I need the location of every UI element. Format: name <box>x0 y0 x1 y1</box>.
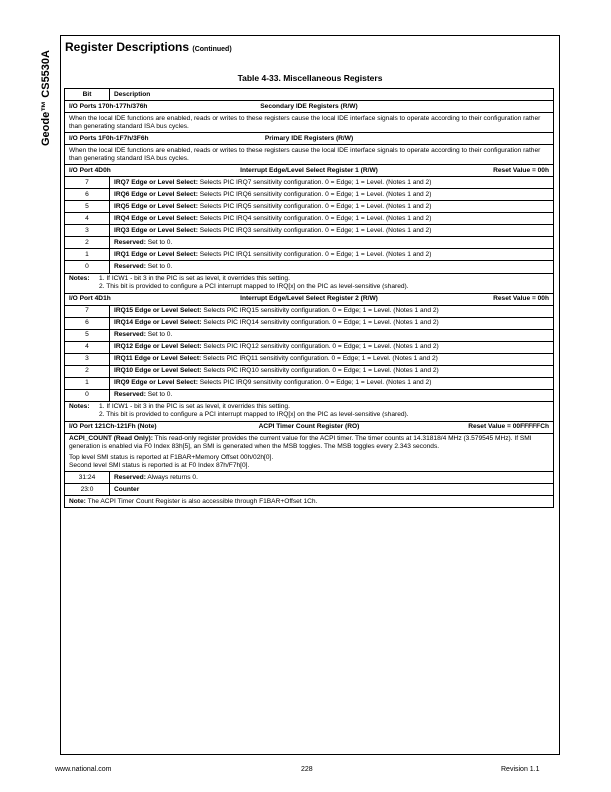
acpi-note-row <box>65 496 554 508</box>
bit-cell: 0 <box>65 389 110 401</box>
field-text: Selects PIC IRQ12 sensitivity configuration. 0 = Edge; 1 = Level. (Notes 1 and 2) <box>201 343 439 351</box>
field-description <box>110 305 554 317</box>
field-text: Set to 0. <box>145 391 173 399</box>
footer-left[interactable]: www.national.com <box>55 766 112 773</box>
note-line <box>69 275 549 283</box>
note-text: 1. If ICW1 - bit 3 in the PIC is set as level, it overrides this setting. <box>99 275 290 282</box>
bit-cell: 6 <box>65 189 110 201</box>
ide-section-0-header-inner <box>69 103 549 111</box>
field-name: IRQ12 Edge or Level Select: <box>114 343 202 351</box>
acpi-desc-text: This read-only register provides the current value for the ACPI timer. The timer counts at 14.31818/4 MHz (3.579545 MHz). If SMI generation is enabled via F0 Index 83h[5], an SMI is generated when the MSB toggles. The MSB toggles every 2.343 seconds. <box>69 435 532 451</box>
notes-label: Notes: <box>69 275 90 282</box>
field-description <box>110 389 554 401</box>
field-text: Set to 0. <box>145 262 173 270</box>
side-title <box>38 40 54 160</box>
bit-cell: 3 <box>65 225 110 237</box>
ide-section-0-description <box>65 113 554 133</box>
reg-4d0h-header-inner <box>69 167 549 175</box>
table-header-row <box>65 89 554 101</box>
notes-label: Notes: <box>69 403 90 411</box>
acpi-description-row <box>65 433 554 471</box>
field-text: Set to 0. <box>145 238 173 246</box>
ide-section-1-description <box>65 145 554 165</box>
bit-cell: 23:0 <box>65 484 110 496</box>
page-heading <box>65 40 232 54</box>
ide-section-1-reset-value <box>429 135 549 143</box>
bit-cell: 6 <box>65 317 110 329</box>
acpi-note-text: The ACPI Timer Count Register is also accessible through F1BAR+Offset 1Ch. <box>85 497 318 505</box>
field-description <box>110 201 554 213</box>
table-row <box>65 213 554 225</box>
bit-cell: 0 <box>65 261 110 273</box>
field-description <box>110 484 554 496</box>
field-name: IRQ6 Edge or Level Select: <box>114 190 198 198</box>
field-text: Always returns 0. <box>145 473 198 481</box>
table-row <box>65 472 554 484</box>
reg-4d0h-register-name: Interrupt Edge/Level Select Register 1 (R/W) <box>240 166 378 174</box>
field-name: IRQ4 Edge or Level Select: <box>114 214 198 222</box>
bit-cell: 5 <box>65 329 110 341</box>
field-name: IRQ3 Edge or Level Select: <box>114 226 198 234</box>
ide-section-1-port: I/O Ports 1F0h-1F7h/3F6h <box>69 134 149 142</box>
field-name: IRQ9 Edge or Level Select: <box>114 379 198 387</box>
ide-section-0-register-name: Secondary IDE Registers (R/W) <box>260 102 358 110</box>
reg-4d1h-notes <box>65 401 554 421</box>
field-text: Selects PIC IRQ4 sensitivity configuration. 0 = Edge; 1 = Level. (Notes 1 and 2) <box>197 214 432 222</box>
table-row <box>65 484 554 496</box>
reg-4d0h-header-row <box>65 165 554 177</box>
field-name: Reserved: <box>114 391 146 399</box>
field-name: Reserved: <box>114 238 146 246</box>
field-description <box>110 353 554 365</box>
reg-4d1h-port: I/O Port 4D1h <box>69 295 111 303</box>
table-row <box>65 189 554 201</box>
description-header: Description <box>110 89 554 101</box>
field-description <box>110 177 554 189</box>
bit-cell: 5 <box>65 201 110 213</box>
field-text: Selects PIC IRQ15 sensitivity configuration. 0 = Edge; 1 = Level. (Notes 1 and 2) <box>201 307 439 315</box>
bit-cell: 1 <box>65 377 110 389</box>
field-name: IRQ5 Edge or Level Select: <box>114 202 198 210</box>
field-name: IRQ7 Edge or Level Select: <box>114 178 198 186</box>
ide-section-0-header <box>65 101 554 113</box>
notes-label <box>69 411 99 419</box>
field-description <box>110 377 554 389</box>
heading-main: Register Descriptions <box>65 40 190 54</box>
acpi-timer-register-name: ACPI Timer Count Register (RO) <box>258 423 360 431</box>
ide-section-0-reset-value <box>429 103 549 111</box>
field-description <box>110 189 554 201</box>
table-row <box>65 261 554 273</box>
table-row <box>65 389 554 401</box>
acpi-note <box>65 496 554 508</box>
field-text: Selects PIC IRQ5 sensitivity configuration. 0 = Edge; 1 = Level. (Notes 1 and 2) <box>197 202 432 210</box>
reg-4d0h-header <box>65 165 554 177</box>
field-name: Counter <box>114 485 140 493</box>
reg-4d0h-notes-cell <box>65 273 554 293</box>
table-row <box>65 237 554 249</box>
register-table <box>64 88 554 508</box>
field-name: IRQ15 Edge or Level Select: <box>114 307 202 315</box>
field-description <box>110 365 554 377</box>
page-number: 228 <box>301 766 313 773</box>
note-line <box>69 283 549 291</box>
field-text: Selects PIC IRQ3 sensitivity configuration. 0 = Edge; 1 = Level. (Notes 1 and 2) <box>197 226 432 234</box>
field-text: Selects PIC IRQ9 sensitivity configuration. 0 = Edge; 1 = Level. (Notes 1 and 2) <box>197 379 432 387</box>
field-description <box>110 329 554 341</box>
field-text: Selects PIC IRQ7 sensitivity configuration. 0 = Edge; 1 = Level. (Notes 1 and 2) <box>197 178 432 186</box>
bit-cell: 4 <box>65 213 110 225</box>
reg-4d1h-notes-cell <box>65 401 554 421</box>
field-text: Selects PIC IRQ11 sensitivity configuration. 0 = Edge; 1 = Level. (Notes 1 and 2) <box>201 355 438 363</box>
bit-cell: 2 <box>65 237 110 249</box>
field-description <box>110 472 554 484</box>
field-description <box>110 317 554 329</box>
bit-cell: 7 <box>65 177 110 189</box>
reg-4d1h-header <box>65 293 554 305</box>
acpi-desc-line2: Top level SMI status is reported at F1BAR+Memory Offset 00h/02h[0]. <box>69 453 274 461</box>
table-row <box>65 341 554 353</box>
table-row <box>65 249 554 261</box>
ide-section-1-header <box>65 133 554 145</box>
ide-section-0-description-text: When the local IDE functions are enabled, reads or writes to these registers cause the local IDE interface signals to operate according to their configuration rather than generating standard ISA bus cycles. <box>65 113 554 133</box>
note-text: 2. This bit is provided to configure a PCI interrupt mapped to IRQ[x] on the PIC as level-sensitive (shared). <box>99 283 409 291</box>
ide-section-1-header-inner <box>69 135 549 143</box>
field-description <box>110 213 554 225</box>
field-description <box>110 341 554 353</box>
bit-cell: 3 <box>65 353 110 365</box>
note-text: 2. This bit is provided to configure a PCI interrupt mapped to IRQ[x] on the PIC as level-sensitive (shared). <box>99 411 409 419</box>
field-description <box>110 237 554 249</box>
note-text: 1. If ICW1 - bit 3 in the PIC is set as level, it overrides this setting. <box>99 403 290 411</box>
reg-4d1h-register-name: Interrupt Edge/Level Select Register 2 (R/W) <box>240 295 378 303</box>
ide-section-1-header-row <box>65 133 554 145</box>
acpi-timer-header <box>65 421 554 433</box>
bit-cell: 4 <box>65 341 110 353</box>
bit-cell: 1 <box>65 249 110 261</box>
note-line <box>69 411 549 419</box>
acpi-field-name: ACPI_COUNT (Read Only): <box>69 435 153 443</box>
heading-sub: (Continued) <box>192 46 232 53</box>
acpi-timer-header-row <box>65 421 554 433</box>
notes-label <box>69 283 99 291</box>
acpi-timer-port: I/O Port 121Ch-121Fh (Note) <box>69 423 157 431</box>
field-name: IRQ11 Edge or Level Select: <box>114 355 202 363</box>
acpi-note-label: Note: <box>69 497 86 505</box>
field-text: Selects PIC IRQ1 sensitivity configuration. 0 = Edge; 1 = Level. (Notes 1 and 2) <box>197 250 432 258</box>
table-row <box>65 365 554 377</box>
page-frame <box>55 35 560 773</box>
footer-right: Revision 1.1 <box>501 766 540 773</box>
table-row <box>65 225 554 237</box>
field-description <box>110 225 554 237</box>
ide-section-0-port: I/O Ports 170h-177h/376h <box>69 102 148 110</box>
acpi-timer-reset-value: Reset Value = 00FFFFFCh <box>468 423 549 431</box>
acpi-timer-header-inner <box>69 423 549 431</box>
bit-cell: 7 <box>65 305 110 317</box>
bit-cell: 2 <box>65 365 110 377</box>
field-text: Selects PIC IRQ6 sensitivity configuration. 0 = Edge; 1 = Level. (Notes 1 and 2) <box>197 190 432 198</box>
field-name: Reserved: <box>114 262 146 270</box>
field-name: IRQ10 Edge or Level Select: <box>114 367 202 375</box>
table-row <box>65 317 554 329</box>
acpi-description <box>65 433 554 471</box>
table-row <box>65 177 554 189</box>
table-row <box>65 201 554 213</box>
field-description <box>110 261 554 273</box>
reg-4d0h-reset-value: Reset Value = 00h <box>493 166 549 174</box>
field-description <box>110 249 554 261</box>
table-row <box>65 353 554 365</box>
ide-section-1-register-name: Primary IDE Registers (R/W) <box>264 134 354 142</box>
acpi-desc-line3: Second level SMI status is reported is at F0 Index 87h/F7h[0]. <box>69 461 250 469</box>
reg-4d0h-port: I/O Port 4D0h <box>69 166 111 174</box>
reg-4d1h-reset-value: Reset Value = 00h <box>493 295 549 303</box>
reg-4d1h-header-inner <box>69 295 549 303</box>
field-text: Set to 0. <box>145 331 173 339</box>
field-name: IRQ14 Edge or Level Select: <box>114 319 202 327</box>
table-caption: Table 4-33. Miscellaneous Registers <box>237 73 383 83</box>
bit-header: Bit <box>65 89 110 101</box>
reg-4d0h-notes <box>65 273 554 293</box>
field-name: IRQ1 Edge or Level Select: <box>114 250 198 258</box>
bit-cell: 31:24 <box>65 472 110 484</box>
ide-section-0-header-row <box>65 101 554 113</box>
table-row <box>65 305 554 317</box>
note-line <box>69 403 549 411</box>
field-text: Selects PIC IRQ10 sensitivity configuration. 0 = Edge; 1 = Level. (Notes 1 and 2) <box>201 367 439 375</box>
product-name: Geode™ CS5530A <box>40 50 52 146</box>
field-name: Reserved: <box>114 331 146 339</box>
table-row <box>65 377 554 389</box>
field-text: Selects PIC IRQ14 sensitivity configuration. 0 = Edge; 1 = Level. (Notes 1 and 2) <box>201 319 439 327</box>
ide-section-1-description-text: When the local IDE functions are enabled, reads or writes to these registers cause the local IDE interface signals to operate according to their configuration rather than generating standard ISA bus cycles. <box>65 145 554 165</box>
reg-4d1h-header-row <box>65 293 554 305</box>
field-name: Reserved: <box>114 473 146 481</box>
table-row <box>65 329 554 341</box>
